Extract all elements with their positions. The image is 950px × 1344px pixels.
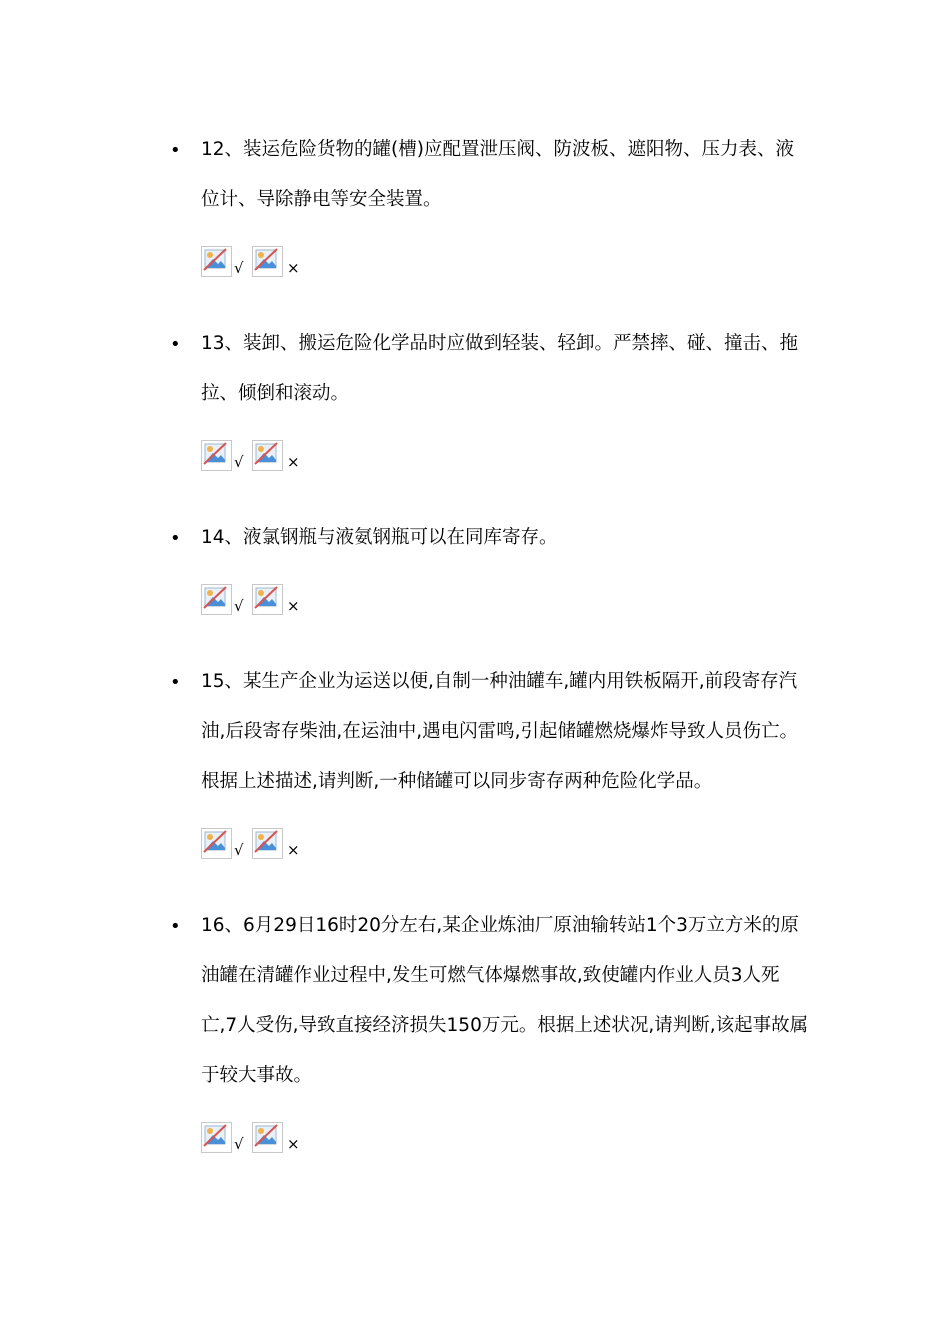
option-label: √	[234, 841, 244, 859]
option-label: ×	[287, 259, 300, 277]
bullet: •	[170, 916, 181, 937]
broken-image-icon	[201, 1122, 232, 1153]
broken-image-icon	[201, 828, 232, 859]
broken-image-icon	[252, 1122, 283, 1153]
question-text: 15、某生产企业为运送以便,自制一种油罐车,罐内用铁板隔开,前段寄存汽油,后段寄存柴油,在运油中,遇电闪雷鸣,引起储罐燃烧爆炸导致人员伤亡。根据上述描述,请判断,一种储罐可以同步寄存两种危险化学品。	[201, 671, 799, 792]
option-label: ×	[287, 1135, 300, 1153]
broken-image-icon	[252, 584, 283, 615]
option-label: √	[234, 259, 244, 277]
broken-image-icon	[252, 828, 283, 859]
broken-image-icon	[252, 246, 283, 277]
broken-image-icon	[201, 440, 232, 471]
bullet: •	[170, 140, 181, 161]
option-label: √	[234, 453, 244, 471]
question-text: 12、装运危险货物的罐(槽)应配置泄压阀、防波板、遮阳物、压力表、液位计、导除静电等安全装置。	[201, 139, 794, 210]
option-label: ×	[287, 841, 300, 859]
option-label: √	[234, 597, 244, 615]
bullet: •	[170, 528, 181, 549]
option-label: ×	[287, 453, 300, 471]
question-text: 13、装卸、搬运危险化学品时应做到轻装、轻卸。严禁摔、碰、撞击、拖拉、倾倒和滚动。	[201, 333, 799, 404]
broken-image-icon	[252, 440, 283, 471]
question-text: 16、6月29日16时20分左右,某企业炼油厂原油输转站1个3万立方米的原油罐在清罐作业过程中,发生可燃气体爆燃事故,致使罐内作业人员3人死亡,7人受伤,导致直接经济损失150万元。根据上述状况,请判断,该起事故属于较大事故。	[201, 915, 809, 1086]
question-text: 14、液氯钢瓶与液氨钢瓶可以在同库寄存。	[201, 527, 558, 548]
bullet: •	[170, 334, 181, 355]
bullet: •	[170, 672, 181, 693]
option-label: ×	[287, 597, 300, 615]
option-label: √	[234, 1135, 244, 1153]
broken-image-icon	[201, 584, 232, 615]
broken-image-icon	[201, 246, 232, 277]
